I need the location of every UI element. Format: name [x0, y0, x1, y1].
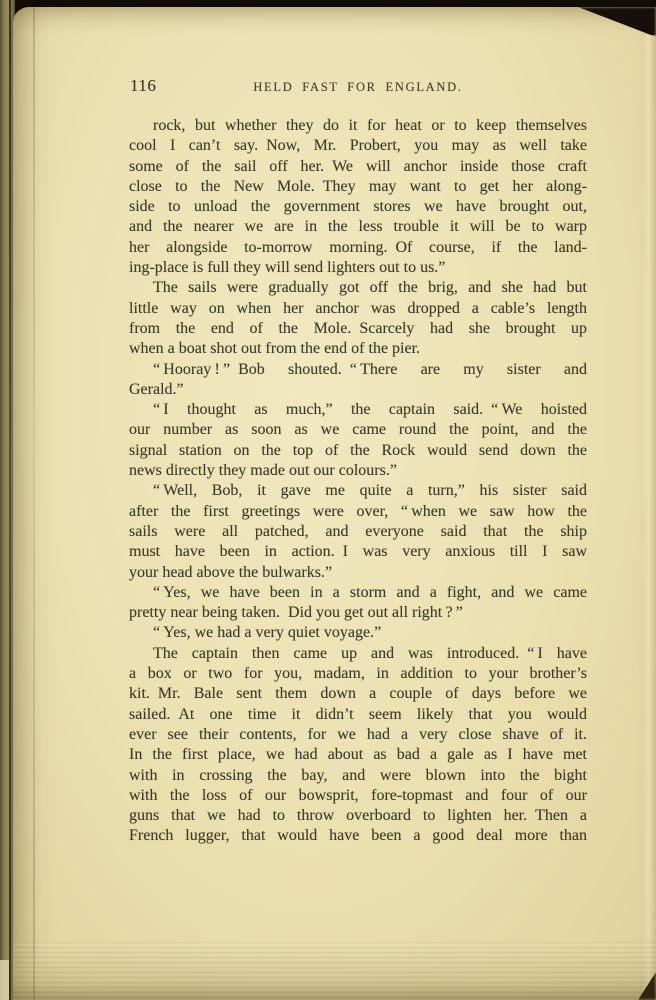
text-line: with the loss of our bowsprit, fore-topmast and four of our: [129, 786, 587, 804]
paragraph: [129, 278, 587, 359]
paragraph: [129, 481, 587, 582]
text-line: sails were all patched, and everyone said that the ship: [129, 522, 587, 540]
text-line: her alongside to-morrow morning. Of course, if the land-: [129, 238, 587, 256]
text-line: with in crossing the bay, and were blown into the bight: [129, 766, 587, 784]
top-right-corner-shadow: [578, 7, 656, 37]
text-line: close to the New Mole. They may want to get her along-: [129, 177, 587, 195]
paragraph: [129, 644, 587, 847]
page-header: [129, 76, 587, 116]
text-line: a box or two for you, madam, in addition to your brother’s: [129, 665, 587, 683]
text-line: ing-place is full they will send lighters out to us.”: [129, 259, 446, 277]
page-text: [129, 116, 587, 847]
text-line: must have been in action. I was very anxious till I saw: [129, 543, 587, 561]
page-number: 116: [130, 76, 157, 95]
text-line: Gerald.”: [129, 380, 184, 398]
text-line: and the nearer we are in the less trouble it will be to warp: [129, 218, 587, 236]
paragraph: [129, 400, 587, 481]
text-line: rock, but whether they do it for heat or to keep themselves: [153, 117, 587, 134]
text-line: pretty near being taken. Did you get out all right ? ”: [129, 604, 463, 622]
right-fore-edge: [642, 35, 656, 1000]
text-line: French lugger, that would have been a good deal more than: [129, 827, 587, 845]
spine-shadow-line: [9, 0, 11, 1000]
text-line: signal station on the top of the Rock would send down the: [129, 441, 587, 459]
spine-bottom-chip: [0, 960, 9, 1000]
text-line: “ Hooray ! ” Bob shouted. “ There are my sister and: [153, 360, 587, 378]
text-line: “ Yes, we have been in a storm and a fight, and we came: [153, 583, 587, 601]
text-line: kit. Mr. Bale sent them down a couple of days before we: [129, 685, 587, 703]
text-line: little way on when her anchor was dropped a cable’s length: [129, 299, 587, 317]
text-line: side to unload the government stores we have brought out,: [129, 198, 587, 216]
running-title: HELD FAST FOR ENGLAND.: [253, 80, 463, 94]
text-line: “ Well, Bob, it gave me quite a turn,” his sister said: [153, 482, 587, 500]
printed-text-column: [129, 76, 587, 847]
text-line: The captain then came up and was introduced. “ I have: [153, 644, 587, 662]
paragraph: [129, 623, 587, 643]
text-line: from the end of the Mole. Scarcely had she brought up: [129, 319, 587, 337]
text-line: news directly they made out our colours.”: [129, 462, 397, 480]
page-gutter-line: [33, 7, 35, 1000]
text-line: cool I can’t say. Now, Mr. Probert, you may as well take: [129, 137, 587, 155]
text-line: your head above the bulwarks.”: [129, 563, 333, 581]
paragraph: [129, 583, 587, 624]
text-line: guns that we had to throw overboard to lighten her. Then a: [129, 807, 587, 825]
text-line: our number as soon as we came round the point, and the: [129, 421, 587, 439]
text-line: The sails were gradually got off the brig, and she had but: [153, 279, 587, 297]
text-line: In the first place, we had about as bad a gale as I have met: [129, 746, 587, 764]
paragraph: [129, 116, 587, 278]
book-page: [13, 7, 656, 1000]
text-line: ever see their contents, for we had a very close shave of it.: [129, 725, 587, 743]
text-line: “ Yes, we had a very quiet voyage.”: [153, 624, 382, 642]
text-line: when a boat shot out from the end of the pier.: [129, 340, 421, 358]
text-line: sailed. At one time it didn’t seem likely that you would: [129, 705, 587, 723]
text-line: some of the sail off her. We will anchor inside those craft: [129, 157, 587, 175]
text-line: after the first greetings were over, “ when we saw how the: [129, 502, 587, 520]
bottom-fore-edge: [13, 942, 656, 1000]
text-line: “ I thought as much,” the captain said. “ We hoisted: [153, 401, 587, 419]
paragraph: [129, 360, 587, 401]
